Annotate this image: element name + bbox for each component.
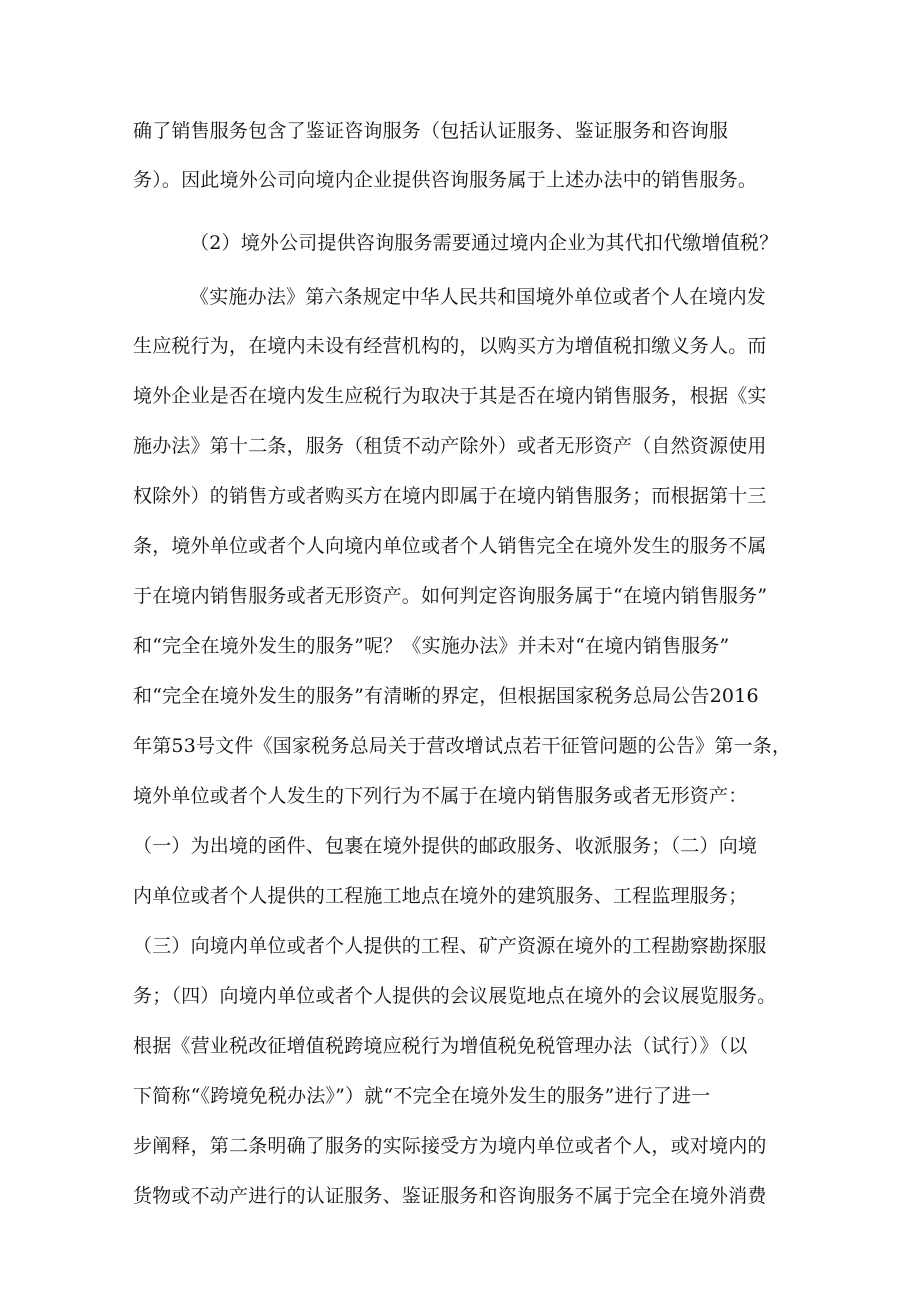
- text-line-8: 权除外）的销售方或者购买方在境内即属于在境内销售服务；而根据第十三: [133, 485, 767, 507]
- text-line-11: 和“完全在境外发生的服务”呢？《实施办法》并未对“在境内销售服务”: [133, 635, 730, 657]
- text-line-20: 下简称“《跨境免税办法》”）就“不完全在境外发生的服务”进行了进一: [133, 1085, 711, 1107]
- text-line-10: 于在境内销售服务或者无形资产。如何判定咨询服务属于“在境内销售服务”: [133, 585, 768, 607]
- question-heading: （2）境外公司提供咨询服务需要通过境内企业为其代扣代缴增值税？: [190, 232, 779, 254]
- text-line-21: 步阐释，第二条明确了服务的实际接受方为境内单位或者个人，或对境内的: [133, 1135, 767, 1157]
- text-line-13: 年第53号文件《国家税务总局关于营改增试点若干征管问题的公告》第一条，: [133, 735, 792, 757]
- text-line-5: 生应税行为，在境内未设有经营机构的，以购买方为增值税扣缴义务人。而: [133, 335, 767, 357]
- text-line-4: 《实施办法》第六条规定中华人民共和国境外单位或者个人在境内发: [190, 286, 767, 308]
- text-line-2: 务）。因此境外公司向境内企业提供咨询服务属于上述办法中的销售服务。: [133, 169, 758, 191]
- text-line-18: 务；（四）向境内单位或者个人提供的会议展览地点在境外的会议展览服务。: [133, 985, 777, 1007]
- text-line-9: 条，境外单位或者个人向境内单位或者个人销售完全在境外发生的服务不属: [133, 535, 767, 557]
- text-line-12: 和“完全在境外发生的服务”有清晰的界定，但根据国家税务总局公告2016: [133, 685, 759, 707]
- text-line-6: 境外企业是否在境内发生应税行为取决于其是否在境内销售服务，根据《实: [133, 385, 767, 407]
- text-line-14: 境外单位或者个人发生的下列行为不属于在境内销售服务或者无形资产：: [133, 785, 748, 807]
- text-line-22: 货物或不动产进行的认证服务、鉴证服务和咨询服务不属于完全在境外消费: [133, 1185, 767, 1207]
- text-line-17: （三）向境内单位或者个人提供的工程、矿产资源在境外的工程勘察勘探服: [133, 935, 767, 957]
- text-line-16: 内单位或者个人提供的工程施工地点在境外的建筑服务、工程监理服务；: [133, 885, 748, 907]
- text-line-19: 根据《营业税改征增值税跨境应税行为增值税免税管理办法（试行）》（以: [133, 1035, 748, 1057]
- text-line-7: 施办法》第十二条，服务（租赁不动产除外）或者无形资产（自然资源使用: [133, 435, 767, 457]
- text-line-15: （一）为出境的函件、包裹在境外提供的邮政服务、收派服务；（二）向境: [133, 835, 758, 857]
- text-line-1: 确了销售服务包含了鉴证咨询服务（包括认证服务、鉴证服务和咨询服: [133, 120, 729, 142]
